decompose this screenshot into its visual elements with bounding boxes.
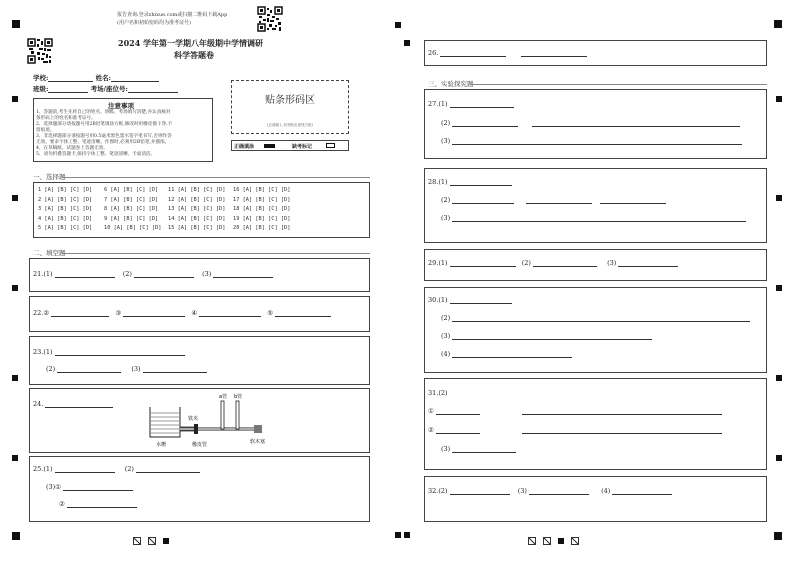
- a-tube-label: a管: [219, 394, 228, 400]
- q21-box: [29, 258, 370, 292]
- part-label: (1): [438, 296, 448, 304]
- part-label: (2): [521, 259, 531, 267]
- exam-room-label: 考场/座位号:: [90, 85, 128, 93]
- q28-box: [424, 168, 767, 243]
- timing-mark: [404, 532, 410, 538]
- part-label: (1): [438, 178, 448, 186]
- q31-row-3: [428, 426, 722, 434]
- q26-box: [424, 40, 767, 66]
- part-label: (3): [441, 214, 451, 222]
- timing-mark: [12, 375, 18, 381]
- q28-row-3: [441, 214, 746, 222]
- q28-2-answer-1[interactable]: [452, 196, 514, 204]
- q25-row-2: [46, 483, 133, 491]
- q22-number: 22.: [33, 309, 44, 317]
- q30-row-1: [428, 296, 512, 304]
- notes-line: 2、选择题部分请按题号用2B铅笔填涂方框,修改时用橡皮擦干净,不: [36, 122, 173, 127]
- fill-section-title: 二、填空题: [33, 249, 66, 257]
- q22-5-answer[interactable]: [275, 309, 331, 317]
- corner-mark: [774, 532, 782, 540]
- choice-question[interactable]: 17 [A] [B] [C] [D]: [233, 196, 291, 203]
- part-label: (3): [131, 365, 141, 373]
- notes-line: 留痕迹。: [36, 128, 55, 133]
- q24-number: 24.: [33, 400, 44, 408]
- q25-box: [29, 456, 370, 522]
- q31-1-answer-1[interactable]: [436, 407, 480, 415]
- part-label: (4): [441, 350, 451, 358]
- choice-question[interactable]: 7 [A] [B] [C] [D]: [104, 196, 159, 203]
- choice-question[interactable]: 2 [A] [B] [C] [D]: [38, 196, 93, 203]
- part-label: (1): [438, 259, 448, 267]
- q32-4-answer[interactable]: [612, 487, 672, 495]
- q30-4-answer[interactable]: [452, 350, 572, 358]
- corner-mark: [12, 20, 20, 28]
- notes-line: 3、非选择题部分请按题号用0.5毫米黑色墨水签字笔书写,否则作答: [36, 134, 172, 139]
- page-mark-filled: [163, 538, 169, 544]
- school-label: 学校:: [33, 74, 49, 82]
- timing-mark: [12, 195, 18, 201]
- part-label: (1): [438, 100, 448, 108]
- q25-1-answer[interactable]: [55, 465, 115, 473]
- q24-row: [33, 400, 113, 408]
- section-divider: [470, 84, 767, 85]
- part-label: (3): [202, 270, 212, 278]
- part-label: ②: [59, 500, 65, 508]
- absent-mark-label: 缺考标记: [292, 144, 313, 150]
- part-label: ⑤: [267, 309, 274, 317]
- b-tube-label: b管: [234, 394, 243, 400]
- choice-question[interactable]: 3 [A] [B] [C] [D]: [38, 206, 93, 212]
- choice-question[interactable]: 10 [A] [B] [C] [D]: [104, 225, 162, 231]
- barcode-title: 贴条形码区: [265, 95, 315, 106]
- page-mark-box: [571, 537, 579, 545]
- timing-mark: [776, 96, 782, 102]
- q28-row-2: [441, 196, 666, 204]
- part-label: ①: [55, 483, 62, 491]
- q29-row: [428, 259, 678, 267]
- q27-row-3: [441, 137, 742, 145]
- notes-line: 5、请勿折叠答题卡,保持字体工整、笔迹清晰、卡面清洁。: [36, 152, 156, 157]
- part-label: (2): [441, 196, 451, 204]
- timing-mark: [404, 40, 410, 46]
- choice-question[interactable]: 14 [A] [B] [C] [D]: [168, 215, 226, 222]
- fill-legend: [231, 140, 349, 151]
- exam-room-field[interactable]: [128, 85, 178, 93]
- timing-mark: [776, 195, 782, 201]
- page-marks: [133, 530, 169, 549]
- timing-mark: [776, 375, 782, 381]
- correct-fill-sample: [264, 144, 275, 148]
- q27-2-answer-2[interactable]: [532, 119, 740, 127]
- q25-row-1: [33, 465, 200, 473]
- name-field[interactable]: [111, 74, 159, 82]
- choice-question[interactable]: 4 [A] [B] [C] [D]: [38, 215, 93, 222]
- q31-row-4: [441, 445, 516, 453]
- sheet-subtitle: 科学答题卷: [174, 50, 214, 60]
- q31-3-answer[interactable]: [452, 445, 516, 453]
- part-label: (3): [441, 332, 451, 340]
- choice-question[interactable]: 9 [A] [B] [C] [D]: [104, 215, 159, 222]
- choice-question[interactable]: 15 [A] [B] [C] [D]: [168, 225, 226, 231]
- school-field[interactable]: [48, 74, 93, 82]
- q31-1-answer-2[interactable]: [522, 407, 722, 415]
- q23-2-answer[interactable]: [57, 365, 121, 373]
- q31-box: [424, 378, 767, 470]
- q27-2-answer-1[interactable]: [452, 119, 518, 127]
- q31-row-1: [428, 389, 448, 397]
- q28-1-answer[interactable]: [450, 178, 512, 186]
- choice-box: [33, 182, 370, 238]
- q25-number: 25.: [33, 465, 44, 473]
- page-marks: [528, 530, 579, 549]
- class-field[interactable]: [48, 85, 88, 93]
- part-label: (3): [441, 445, 451, 453]
- choice-section-title: 一、选择题: [33, 173, 66, 181]
- page-mark-box: [528, 537, 536, 545]
- q22-2-answer[interactable]: [51, 309, 109, 317]
- q28-3-answer[interactable]: [452, 214, 746, 222]
- choice-question[interactable]: 1 [A] [B] [C] [D]: [38, 187, 93, 193]
- q27-1-answer[interactable]: [450, 100, 514, 108]
- q23-row-2: [46, 365, 207, 373]
- q32-2-answer[interactable]: [450, 487, 510, 495]
- q31-row-2: [428, 407, 722, 415]
- part-label: ②: [428, 426, 434, 434]
- choice-question[interactable]: 11 [A] [B] [C] [D]: [168, 187, 226, 193]
- timing-mark: [776, 285, 782, 291]
- q30-row-4: [441, 350, 572, 358]
- part-label: (2): [441, 119, 451, 127]
- q32-box: [424, 476, 767, 522]
- notes-title: 注意事项: [108, 102, 134, 110]
- part-label: (3): [46, 483, 56, 491]
- part-label: (3): [607, 259, 617, 267]
- q23-row-1: [33, 348, 185, 356]
- q24-box: [29, 388, 370, 453]
- q29-box: [424, 249, 767, 281]
- q22-3-answer[interactable]: [123, 309, 185, 317]
- part-label: (2): [441, 314, 451, 322]
- sheet-qr-code: [27, 38, 53, 64]
- q30-number: 30.: [428, 296, 439, 304]
- q30-row-3: [441, 332, 652, 340]
- q23-1-answer[interactable]: [55, 348, 185, 356]
- q26-answer-2[interactable]: [521, 49, 587, 57]
- part-label: (2): [122, 270, 132, 278]
- correct-fill-label: 正确填涂: [234, 144, 255, 150]
- choice-question[interactable]: 12 [A] [B] [C] [D]: [168, 196, 226, 203]
- q26-answer-1[interactable]: [440, 49, 506, 57]
- choice-question[interactable]: 20 [A] [B] [C] [D]: [233, 225, 291, 231]
- q28-2-answer-3[interactable]: [600, 196, 666, 204]
- q30-box: [424, 287, 767, 373]
- q29-1-answer[interactable]: [450, 259, 516, 267]
- part-label: (2): [438, 389, 448, 397]
- q21-2-answer[interactable]: [134, 270, 194, 278]
- notes-line: 4、在草稿纸、试题卷上答题无效。: [36, 146, 108, 151]
- q27-row-1: [428, 100, 514, 108]
- rubber-tube-label: 橡皮管: [192, 442, 208, 448]
- timing-mark: [395, 22, 401, 28]
- barcode-note: (正面朝上,切勿贴出虚线方框): [267, 123, 313, 127]
- class-row: [33, 84, 178, 93]
- q27-3-answer[interactable]: [452, 137, 742, 145]
- part-label: ②: [43, 309, 50, 317]
- part-label: (4): [601, 487, 611, 495]
- notes-line: 1、答题前,考生先将自己的姓名、班级、考场填写清楚,并认真核对: [36, 110, 171, 115]
- choice-question[interactable]: 13 [A] [B] [C] [D]: [168, 206, 226, 212]
- q21-3-answer[interactable]: [213, 270, 273, 278]
- q27-box: [424, 89, 767, 159]
- q32-number: 32.: [428, 487, 439, 495]
- q25-3-1-answer[interactable]: [63, 483, 133, 491]
- choice-question[interactable]: 6 [A] [B] [C] [D]: [104, 187, 159, 193]
- q32-row: [428, 487, 672, 495]
- part-label: (3): [517, 487, 527, 495]
- q29-3-answer[interactable]: [618, 259, 678, 267]
- sink-label: 水槽: [156, 442, 167, 448]
- part-label: (1): [43, 465, 53, 473]
- q30-2-answer[interactable]: [452, 314, 750, 322]
- q31-number: 31.: [428, 389, 439, 397]
- part-label: (2): [124, 465, 134, 473]
- sheet-title: 2024 学年第一学期八年级期中学情调研: [118, 38, 264, 48]
- q30-3-answer[interactable]: [452, 332, 652, 340]
- page-mark-filled: [558, 538, 564, 544]
- q29-2-answer[interactable]: [533, 259, 597, 267]
- section-divider: [62, 177, 370, 178]
- experiment-section-title: 三、实验探究题: [428, 80, 474, 88]
- q32-3-answer[interactable]: [529, 487, 589, 495]
- name-label: 姓名:: [95, 74, 112, 82]
- section-divider: [62, 253, 370, 254]
- part-label: ③: [115, 309, 122, 317]
- choice-question[interactable]: 8 [A] [B] [C] [D]: [104, 206, 159, 212]
- part-label: ④: [191, 309, 198, 317]
- q26-number: 26.: [428, 49, 439, 57]
- notes-line: 条形码上的姓名和准考证号。: [36, 116, 96, 121]
- q30-1-answer[interactable]: [450, 296, 512, 304]
- q21-number: 21.: [33, 270, 44, 278]
- choice-question[interactable]: 18 [A] [B] [C] [D]: [233, 206, 291, 212]
- timing-mark: [12, 285, 18, 291]
- part-label: (3): [441, 137, 451, 145]
- page-mark-box: [148, 537, 156, 545]
- choice-question[interactable]: 16 [A] [B] [C] [D]: [233, 187, 291, 193]
- q25-3-2-answer[interactable]: [67, 500, 137, 508]
- page-mark-box: [133, 537, 141, 545]
- part-label: (2): [46, 365, 56, 373]
- apparatus-diagram: [146, 391, 286, 449]
- timing-mark: [395, 532, 401, 538]
- timing-mark: [12, 96, 18, 102]
- q26-row: [428, 49, 587, 57]
- absent-mark-box[interactable]: [326, 143, 335, 148]
- choice-question[interactable]: 19 [A] [B] [C] [D]: [233, 215, 291, 222]
- page-mark-box: [543, 537, 551, 545]
- part-label: (2): [438, 487, 448, 495]
- barcode-area: [231, 80, 349, 134]
- part-label: (1): [43, 270, 53, 278]
- q23-number: 23.: [33, 348, 44, 356]
- part-label: (1): [43, 348, 53, 356]
- q22-4-answer[interactable]: [199, 309, 261, 317]
- cork-label: 软木塞: [250, 439, 266, 445]
- report-notice: 报告查询:登录zhixue.com或扫描二维码下载App: [117, 12, 228, 18]
- notes-box: [33, 98, 213, 162]
- q25-row-3: [59, 500, 137, 508]
- school-row: [33, 73, 159, 82]
- q24-answer[interactable]: [45, 400, 113, 408]
- notes-line: 无效。要求字体工整、笔迹清晰。作图时,必须用2B铅笔,并描浓。: [36, 140, 170, 145]
- q28-number: 28.: [428, 178, 439, 186]
- timing-mark: [12, 455, 18, 461]
- q30-row-2: [441, 314, 750, 322]
- class-label: 班级:: [33, 85, 49, 93]
- q27-number: 27.: [428, 100, 439, 108]
- q31-2-answer-1[interactable]: [436, 426, 480, 434]
- q21-1-answer[interactable]: [55, 270, 115, 278]
- choice-question[interactable]: 5 [A] [B] [C] [D]: [38, 225, 93, 231]
- login-notice: (用户名和初始密码均为准考证号): [117, 20, 191, 26]
- q28-row-1: [428, 178, 512, 186]
- q27-row-2: [441, 119, 740, 127]
- notes-body: [36, 110, 172, 158]
- q22-row: [33, 309, 331, 317]
- clamp-label: 铁夹: [188, 416, 199, 422]
- q23-3-answer[interactable]: [143, 365, 207, 373]
- q25-2-answer[interactable]: [136, 465, 200, 473]
- app-qr-code: [257, 6, 283, 32]
- q29-number: 29.: [428, 259, 439, 267]
- q21-row: [33, 270, 273, 278]
- corner-mark: [774, 20, 782, 28]
- q23-box: [29, 336, 370, 385]
- part-label: ①: [428, 407, 434, 415]
- q28-2-answer-2[interactable]: [526, 196, 592, 204]
- q31-2-answer-2[interactable]: [522, 426, 722, 434]
- corner-mark: [12, 532, 20, 540]
- q22-box: [29, 296, 370, 332]
- timing-mark: [776, 455, 782, 461]
